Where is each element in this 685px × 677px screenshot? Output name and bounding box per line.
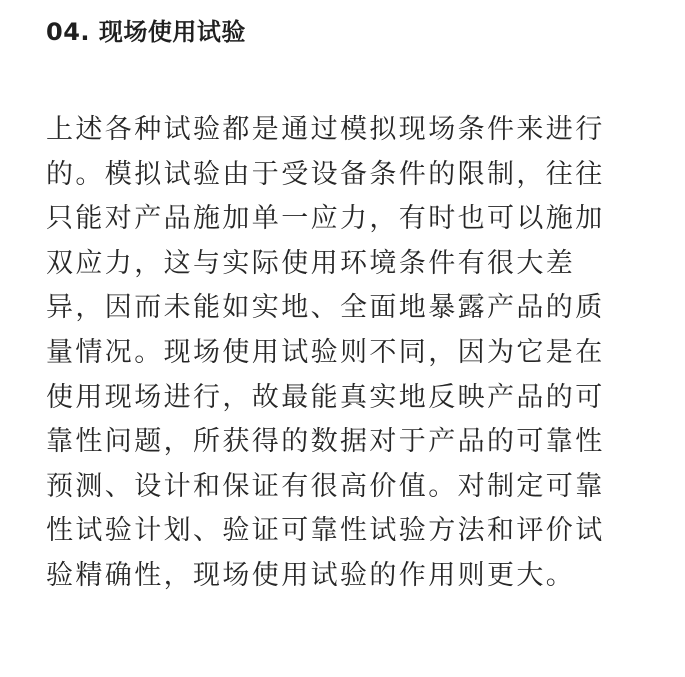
paragraph-line: 只能对产品施加单一应力，有时也可以施加 [46, 203, 605, 235]
paragraph-line: 靠性问题，所获得的数据对于产品的可靠性 [46, 426, 605, 458]
paragraph-line: 双应力，这与实际使用环境条件有很大差 [46, 247, 576, 279]
paragraph-line: 使用现场进行，故最能真实地反映产品的可 [46, 381, 605, 413]
article-paragraph [46, 108, 646, 599]
paragraph-line: 的。模拟试验由于受设备条件的限制，往往 [46, 158, 605, 190]
paragraph-line: 性试验计划、验证可靠性试验方法和评价试 [46, 515, 605, 547]
paragraph-line: 验精确性，现场使用试验的作用则更大。 [46, 559, 576, 591]
section-heading: 04. 现场使用试验 [46, 18, 246, 46]
paragraph-line: 异，因而未能如实地、全面地暴露产品的质 [46, 292, 605, 324]
paragraph-line: 预测、设计和保证有很高价值。对制定可靠 [46, 470, 605, 502]
paragraph-line: 量情况。现场使用试验则不同，因为它是在 [46, 336, 605, 368]
paragraph-line: 上述各种试验都是通过模拟现场条件来进行 [46, 114, 605, 145]
